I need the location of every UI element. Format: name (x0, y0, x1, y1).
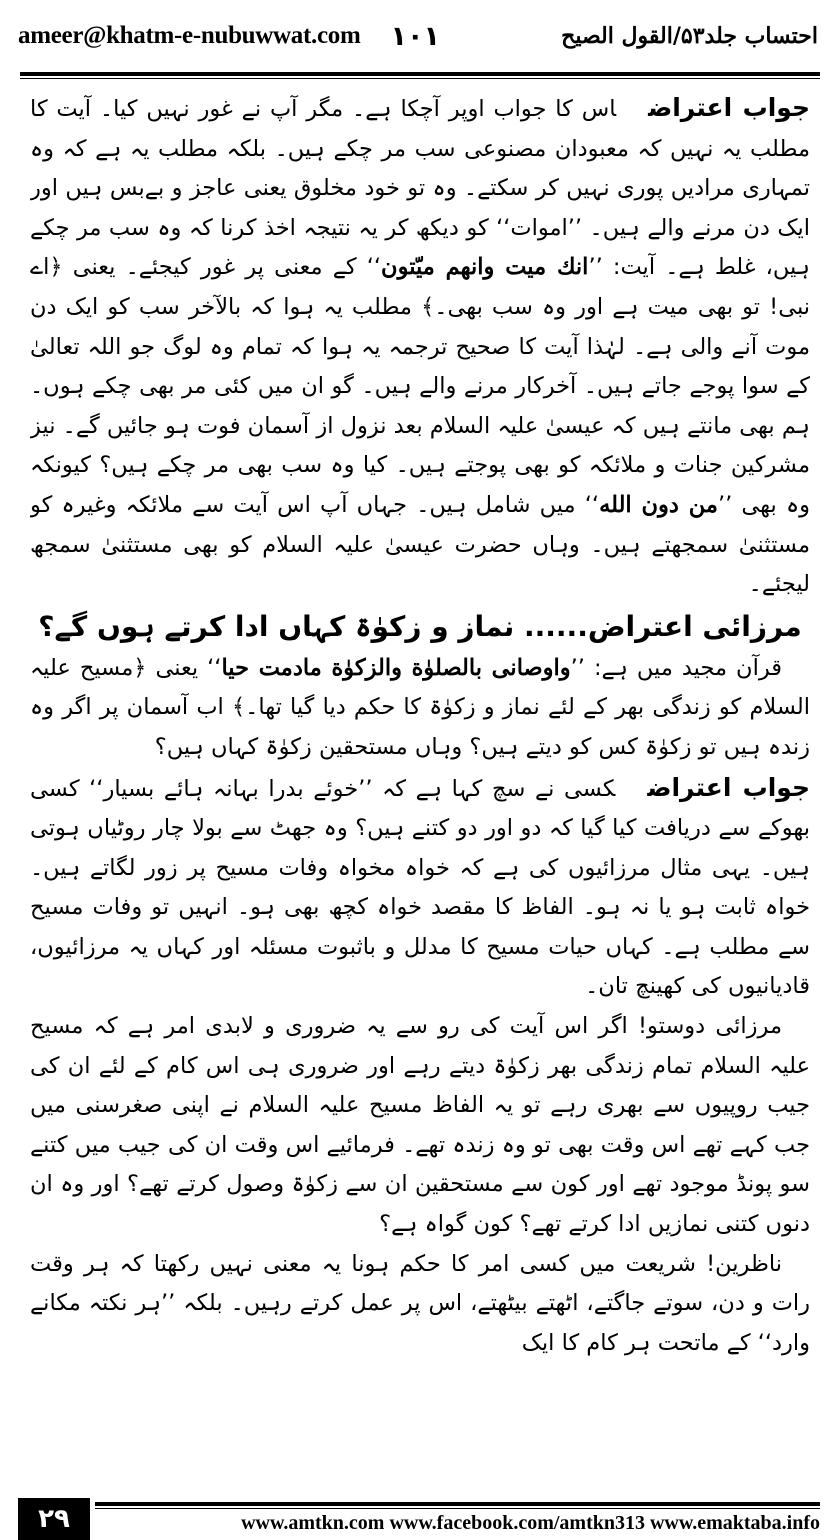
header-divider-thick (20, 72, 820, 76)
answer-label: جواب اعتراض (647, 772, 810, 802)
paragraph-text: ‘‘ میں شامل ہیں۔ جہاں آپ اس آیت سے ملائکہ وغیرہ کو مستثنیٰ سمجھتے ہیں۔ وہاں حضرت عیسیٰ علیہ السلام کو بھی مستثنیٰ سمجھ لیجئے۔ (30, 491, 810, 598)
paragraph-answer-1 (30, 88, 810, 605)
paragraph-readers: ناظرین! شریعت میں کسی امر کا حکم ہونا یہ معنی نہیں رکھتا کہ ہر وقت رات و دن، سوتے جاگتے، اٹھتے بیٹھتے، اس پر عمل کرتے رہیں۔ بلکہ ’’ہر نکتہ مکانے وارد‘‘ کے ماتحت ہر کام کا ایک (30, 1250, 810, 1356)
arabic-verse: واوصانی بالصلوٰة والزكوٰة مادمت حیا (221, 654, 571, 681)
paragraph-text: قرآن مجید میں ہے: ’’ (570, 654, 782, 681)
header-page-number: ۱۰۱ (390, 20, 440, 52)
page-footer (0, 1494, 840, 1540)
section-heading: مرزائی اعتراض...... نماز و زکوٰۃ کہاں ادا کرتے ہوں گے؟ (38, 609, 802, 643)
paragraph-objection (30, 649, 810, 768)
paragraph-text: ‘‘ کے معنی پر غور کیجئے۔ یعنی ﴿اے نبی! تو بھی میت ہے اور وہ سب بھی۔﴾ مطلب یہ ہوا کہ بالآخر سب کو ایک دن موت آنے والی ہے۔ لہٰذا آیت کا صحیح ترجمہ یہ ہوا کہ تمام وہ لوگ جو اللہ تعالیٰ کے سوا پوجے جاتے ہیں۔ آخرکار مرنے والے ہیں۔ گو ان میں کئی مر بھی چکے ہوں۔ ہم بھی مانتے ہیں کہ عیسیٰ علیہ السلام بعد نزول از آسمان فوت ہو جائیں گے۔ نیز مشرکین جنات و ملائکہ کو بھی پوجتے ہیں۔ کیا وہ سب بھی مر چکے ہیں؟ کیونکہ وہ بھی ’’ (30, 254, 810, 518)
arabic-verse: انك میت وانهم میّتون (381, 254, 589, 281)
page-body (30, 88, 810, 1438)
footer-page-number: ۲۹ (18, 1498, 90, 1540)
paragraph-text: کسی نے سچ کہا ہے کہ ’’خوئے بدرا بہانہ ہائے بسیار‘‘ کسی بھوکے سے دریافت کیا گیا کہ دو اور دو کتنے ہیں؟ وہ جھٹ سے بولا چار روٹیاں ہوتی ہیں۔ یہی مثال مرزائیوں کی ہے کہ خواہ مخواہ وفات مسیح پر زور لگاتے ہیں۔ خواہ ثابت ہو یا نہ ہو۔ الفاظ کا مقصد خواہ کچھ بھی ہو۔ انہیں تو وفات مسیح سے مطلب ہے۔ کہاں حیات مسیح کا مدلل و باثبوت مسئلہ اور کہاں یہ مرزائیوں، قادیانیوں کی کھینچ تان۔ (30, 775, 810, 1000)
paragraph-text: ‘‘ یعنی ﴿مسیح علیہ السلام کو زندگی بھر کے لئے نماز و زکوٰۃ کا حکم دیا گیا تھا۔﴾ اب آسمان پر اگر وہ زندہ ہیں تو زکوٰۃ کس کو دیتے ہیں؟ وہاں مستحقین زکوٰۃ کہاں ہیں؟ (30, 654, 810, 760)
answer-label: جواب اعتراض (648, 93, 810, 122)
footer-divider-thin (95, 1508, 820, 1509)
arabic-verse: من دون الله (599, 491, 718, 518)
header-divider-thin (20, 78, 820, 79)
paragraph-mirzai-friends: مرزائی دوستو! اگر اس آیت کی رو سے یہ ضروری و لابدی امر ہے کہ مسیح علیہ السلام تمام زندگی بھر زکوٰۃ دیتے رہے اور ضروری ہی اس کام کے لئے ان کی جیب روپیوں سے بھری رہے تو یہ الفاظ مسیح علیہ السلام نے اپنی صغرسنی میں جب کہے تھے اس وقت بھی تو وہ زندہ تھے۔ فرمائیے اس وقت ان کی جیب میں کتنے سو پونڈ موجود تھے اور کون سے مستحقین ان سے زکوٰۃ وصول کرتے تھے؟ اور وہ ان دنوں کتنی نمازیں ادا کرتے تھے؟ کون گواہ ہے؟ (30, 1013, 810, 1238)
header-email: ameer@khatm-e-nubuwwat.com (18, 22, 361, 49)
page-header (0, 0, 840, 72)
header-book-title: احتساب جلد۵۳/القول الصیح (561, 23, 818, 49)
paragraph-text: اس کا جواب اوپر آچکا ہے۔ مگر آپ نے غور نہیں کیا۔ آیت کا مطلب یہ نہیں کہ معبودان مصنوعی سب مر چکے ہیں۔ بلکہ مطلب یہ ہے کہ وہ تمہاری مرادیں پوری نہیں کر سکتے۔ وہ تو خود مخلوق یعنی عاجز و بےبس ہیں اور ایک دن مرنے والے ہیں۔ ’’اموات‘‘ کو دیکھ کر یہ نتیجہ اخذ کرنا کہ وہ سب مر چکے ہیں، غلط ہے۔ آیت: ’’ (30, 96, 810, 281)
footer-links: www.amtkn.com www.facebook.com/amtkn313 www.emaktaba.info (241, 1512, 820, 1534)
paragraph-answer-2 (30, 768, 810, 1008)
footer-divider-thick (95, 1502, 820, 1506)
